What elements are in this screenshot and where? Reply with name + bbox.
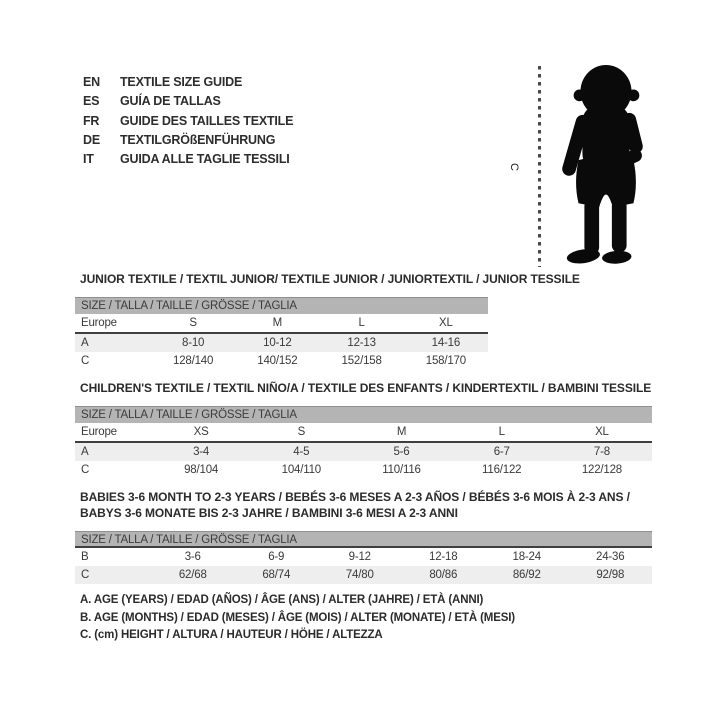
table-row — [75, 314, 488, 334]
language-label: GUÍA DE TALLAS — [120, 94, 221, 109]
table-cell: S — [189, 317, 197, 329]
language-list — [83, 73, 293, 169]
table-cell: 18-24 — [512, 551, 541, 563]
table-cell: 140/152 — [257, 355, 298, 367]
table-cell: 3-6 — [184, 551, 201, 563]
language-row — [83, 112, 293, 131]
size-table-section-junior — [75, 271, 652, 370]
size-table-section-children — [75, 380, 652, 479]
table-cell: 128/140 — [173, 355, 214, 367]
language-row — [83, 73, 293, 92]
table-cell: L — [498, 426, 505, 438]
language-code: ES — [83, 94, 100, 109]
size-table — [75, 297, 488, 370]
table-row — [75, 334, 488, 352]
height-dotted-line — [538, 66, 541, 267]
table-title: CHILDREN'S TEXTILE / TEXTIL NIÑO/A / TEXTILE DES ENFANTS / KINDERTEXTIL / BAMBINI TESSILE — [80, 381, 652, 395]
size-table — [75, 531, 652, 584]
language-code: FR — [83, 113, 100, 128]
table-row — [75, 423, 652, 443]
language-code: DE — [83, 132, 100, 147]
language-code: EN — [83, 75, 100, 89]
table-cell: L — [358, 317, 365, 329]
row-label: Europe — [81, 317, 117, 329]
table-cell: 12-13 — [347, 337, 376, 349]
table-cell: 104/110 — [281, 464, 321, 476]
size-figure — [505, 58, 670, 273]
row-label: B — [81, 551, 89, 563]
legend-line: B. AGE (MONTHS) / EDAD (MESES) / ÂGE (MOIS) / ALTER (MONATE) / ETÀ (MESI) — [80, 611, 515, 624]
table-cell: 68/74 — [262, 569, 291, 581]
table-cell: 8-10 — [182, 337, 205, 349]
table-cell: 152/158 — [341, 355, 382, 367]
language-label: GUIDA ALLE TAGLIE TESSILI — [120, 152, 290, 167]
table-title: BABIES 3-6 MONTH TO 2-3 YEARS / BEBÉS 3-6 MESES A 2-3 AÑOS / BÉBÉS 3-6 MOIS À 2-3 ANS / — [80, 490, 630, 504]
table-cell: 3-4 — [193, 446, 210, 458]
table-title: JUNIOR TEXTILE / TEXTIL JUNIOR/ TEXTILE JUNIOR / JUNIORTEXTIL / JUNIOR TESSILE — [80, 272, 580, 286]
table-cell: M — [396, 426, 407, 438]
table-cell: 122/128 — [581, 464, 622, 476]
table-cell: 116/122 — [482, 464, 522, 476]
table-title-line2: BABYS 3-6 MONATE BIS 2-3 JAHRE / BAMBINI 3-6 MESI A 2-3 ANNI — [80, 506, 458, 520]
size-header-bar: SIZE / TALLA / TAILLE / GRÖSSE / TAGLIA — [75, 297, 488, 314]
table-cell: 7-8 — [593, 446, 610, 458]
table-cell: 92/98 — [596, 569, 625, 581]
language-code: IT — [83, 152, 94, 167]
language-row — [83, 150, 293, 169]
table-cell: 110/116 — [382, 464, 421, 476]
language-label: TEXTILGRÖßENFÜHRUNG — [120, 132, 276, 147]
size-table-section-babies — [75, 489, 652, 584]
row-label: Europe — [81, 426, 117, 438]
size-table — [75, 406, 652, 479]
row-label: C — [81, 569, 90, 581]
row-label: C — [81, 464, 90, 476]
size-header-bar: SIZE / TALLA / TAILLE / GRÖSSE / TAGLIA — [75, 531, 652, 548]
baby-silhouette-icon — [551, 62, 659, 270]
table-cell: 14-16 — [431, 337, 461, 349]
row-label: C — [81, 355, 90, 367]
row-label: A — [81, 446, 89, 458]
table-cell: S — [297, 426, 306, 438]
table-cell: 86/92 — [512, 569, 541, 581]
table-row — [75, 352, 488, 370]
table-cell: XS — [193, 426, 209, 438]
table-cell: 62/68 — [178, 569, 207, 581]
table-cell: 80/86 — [429, 569, 458, 581]
table-cell: 9-12 — [348, 551, 371, 563]
table-cell: 4-5 — [293, 446, 310, 458]
table-cell: 158/170 — [425, 355, 466, 367]
table-cell: 12-18 — [429, 551, 458, 563]
table-cell: 6-9 — [268, 551, 285, 563]
table-row — [75, 443, 652, 461]
size-header-bar: SIZE / TALLA / TAILLE / GRÖSSE / TAGLIA — [75, 406, 652, 423]
table-cell: 5-6 — [393, 446, 410, 458]
language-label: GUIDE DES TAILLES TEXTILE — [120, 113, 294, 128]
table-row — [75, 461, 652, 479]
legend-line: A. AGE (YEARS) / EDAD (AÑOS) / ÂGE (ANS) / ALTER (JAHRE) / ETÀ (ANNI) — [80, 594, 484, 606]
height-measure-label: C — [507, 163, 520, 171]
row-label: A — [81, 337, 89, 349]
legend-line: C. (cm) HEIGHT / ALTURA / HAUTEUR / HÖHE / ALTEZZA — [80, 629, 383, 642]
table-cell: 6-7 — [493, 446, 510, 458]
table-cell: 74/80 — [345, 569, 374, 581]
language-row — [83, 131, 293, 150]
language-label: TEXTILE SIZE GUIDE — [120, 75, 243, 89]
language-row — [83, 92, 293, 111]
table-cell: XL — [595, 426, 609, 438]
table-row — [75, 548, 652, 566]
table-cell: M — [272, 317, 283, 329]
table-cell: XL — [439, 317, 453, 329]
table-cell: 10-12 — [263, 337, 292, 349]
legend — [80, 592, 515, 645]
size-table-sections — [75, 271, 652, 594]
table-cell: 24-36 — [596, 551, 625, 563]
table-cell: 98/104 — [184, 464, 219, 476]
table-row — [75, 566, 652, 584]
